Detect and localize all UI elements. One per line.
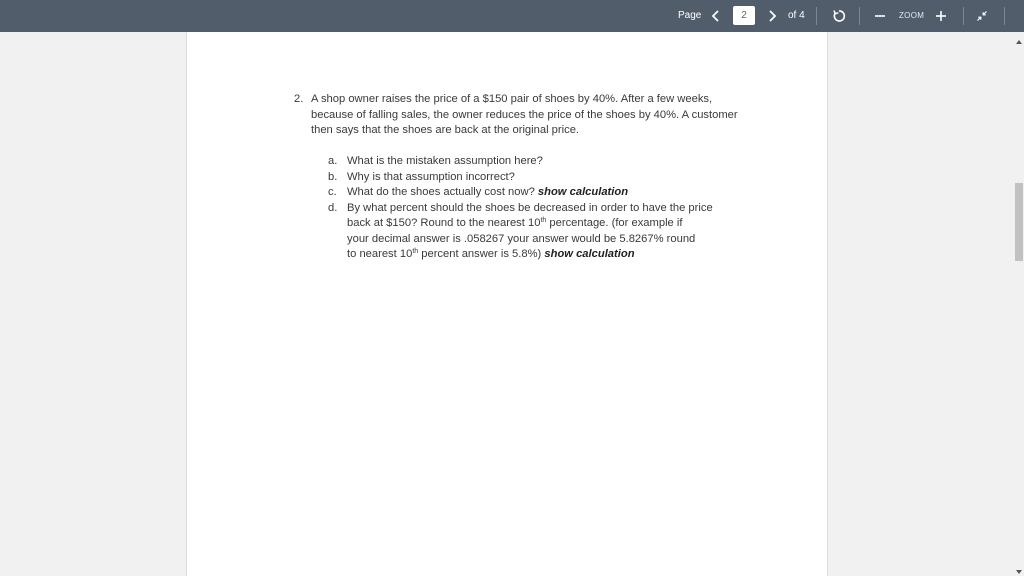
toolbar-divider xyxy=(963,7,964,25)
zoom-label: ZOOM xyxy=(899,11,925,20)
previous-page-button[interactable] xyxy=(709,8,723,24)
triangle-down-icon xyxy=(1014,567,1024,576)
collapse-icon xyxy=(976,10,988,22)
show-calculation-note: show calculation xyxy=(544,248,635,261)
chevron-left-icon xyxy=(711,10,721,22)
subquestion-line: By what percent should the shoes be decreased in order to have the price xyxy=(347,201,713,214)
zoom-out-button[interactable] xyxy=(872,8,888,24)
question-number: 2. xyxy=(294,93,304,105)
next-page-button[interactable] xyxy=(765,8,779,24)
toolbar-divider xyxy=(859,7,860,25)
superscript-th: th xyxy=(540,217,547,225)
scroll-down-button[interactable] xyxy=(1014,564,1024,574)
rotate-icon xyxy=(832,9,846,23)
line-text: back at $150? Round to the nearest 10 xyxy=(347,217,541,230)
document-viewer xyxy=(0,32,1014,576)
vertical-scrollbar[interactable] xyxy=(1014,32,1024,576)
page-label: Page xyxy=(678,10,702,21)
show-calculation-note: show calculation xyxy=(537,186,629,198)
page-count-label: of 4 xyxy=(788,10,805,21)
subquestion-letter: c. xyxy=(328,186,337,198)
line-text: percent answer is 5.8%) xyxy=(418,248,542,261)
superscript-th: th xyxy=(412,248,419,256)
triangle-up-icon xyxy=(1014,37,1024,47)
subquestion-line xyxy=(347,216,747,232)
zoom-in-button[interactable] xyxy=(933,8,949,24)
pdf-page xyxy=(186,32,828,576)
subquestion-line xyxy=(347,247,747,263)
chevron-right-icon xyxy=(767,10,777,22)
pdf-toolbar xyxy=(0,0,1024,32)
subquestion-line: your decimal answer is .058267 your answer would be 5.8267% round xyxy=(347,232,696,245)
page-number-input[interactable] xyxy=(733,6,755,25)
subquestion-text: Why is that assumption incorrect? xyxy=(347,170,515,183)
line-text: percentage. (for example if xyxy=(546,217,683,230)
plus-icon xyxy=(935,10,947,22)
fit-to-page-button[interactable] xyxy=(974,8,990,24)
scroll-up-button[interactable] xyxy=(1014,34,1024,44)
rotate-button[interactable] xyxy=(830,7,848,25)
subquestion-text: What do the shoes actually cost now? xyxy=(347,186,535,198)
subquestion-letter: b. xyxy=(328,170,338,183)
subquestion-letter: d. xyxy=(328,201,338,214)
subquestion-text-block xyxy=(347,201,747,263)
line-text: to nearest 10 xyxy=(347,248,413,261)
minus-icon xyxy=(874,10,886,22)
toolbar-divider xyxy=(1004,7,1005,25)
subquestion-letter: a. xyxy=(328,155,338,167)
toolbar-divider xyxy=(816,7,817,25)
scrollbar-thumb[interactable] xyxy=(1015,183,1023,261)
subquestion-text-wrap xyxy=(347,185,747,201)
question-text: A shop owner raises the price of a $150 pair of shoes by 40%. After a few weeks, because of falling sales, the owner reduces the price of the shoes by 40%. A customer then says that the shoes are back at the original price. xyxy=(311,93,738,137)
subquestion-text: What is the mistaken assumption here? xyxy=(347,155,543,167)
